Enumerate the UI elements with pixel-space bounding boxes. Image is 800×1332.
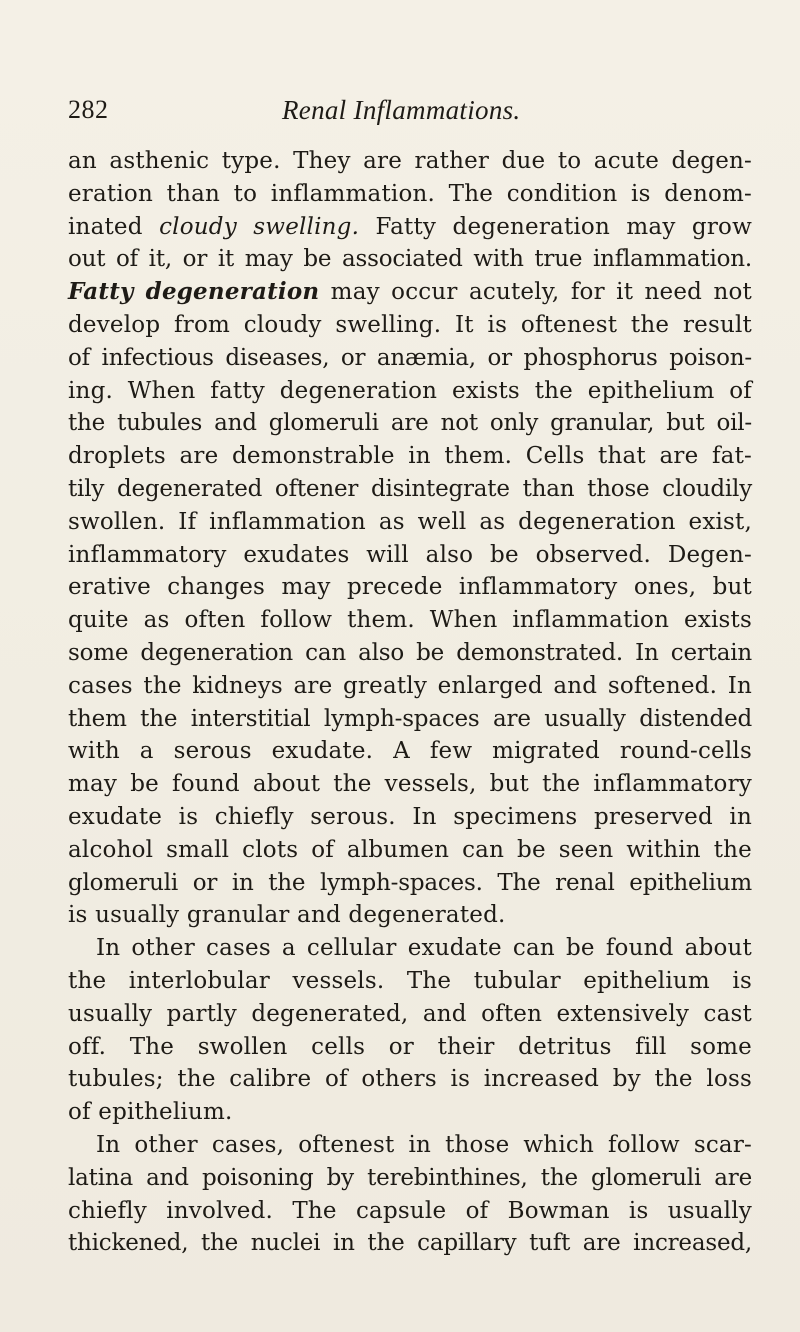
text-segment: swollen. If inflammation as well as degeneration exist, xyxy=(68,508,752,535)
text-line xyxy=(68,243,752,276)
text-line xyxy=(68,1227,752,1260)
page-header xyxy=(68,92,748,128)
text-segment: Fatty degeneration may grow xyxy=(359,213,752,240)
text-line xyxy=(68,735,752,768)
text-segment: glomeruli or in the lymph-spaces. The renal epithelium xyxy=(68,869,752,896)
text-line xyxy=(68,637,752,670)
text-line xyxy=(68,145,752,178)
page-number: 282 xyxy=(68,95,109,124)
text-line xyxy=(68,1031,752,1064)
text-segment: tily degenerated oftener disintegrate than those cloudily xyxy=(68,475,752,502)
text-segment: ing. When fatty degeneration exists the epithelium of xyxy=(68,377,752,404)
text-segment: chiefly involved. The capsule of Bowman is usually xyxy=(68,1197,752,1224)
text-segment: the interlobular vessels. The tubular epithelium is xyxy=(68,967,752,994)
text-segment: off. The swollen cells or their detritus fill some xyxy=(68,1033,752,1060)
text-line xyxy=(68,604,752,637)
text-segment: some degeneration can also be demonstrated. In certain xyxy=(68,639,752,666)
text-line xyxy=(68,867,752,900)
emphasis-term: cloudy swelling. xyxy=(159,213,360,240)
text-segment: cases the kidneys are greatly enlarged and softened. In xyxy=(68,672,752,699)
text-segment: with a serous exudate. A few migrated round-cells xyxy=(68,738,752,765)
text-line xyxy=(68,899,752,932)
text-line xyxy=(68,703,752,736)
text-segment: alcohol small clots of albumen can be seen within the xyxy=(68,836,752,863)
text-line xyxy=(68,571,752,604)
text-line xyxy=(68,998,752,1031)
text-segment: exudate is chiefly serous. In specimens preserved in xyxy=(68,803,752,830)
text-segment: them the interstitial lymph-spaces are usually distended xyxy=(68,705,752,732)
text-line xyxy=(68,801,752,834)
text-line xyxy=(68,440,752,473)
paragraph-start-line xyxy=(68,932,752,965)
text-segment: In other cases, oftenest in those which follow scar- xyxy=(96,1131,752,1158)
text-segment: out of it, or it may be associated with true inflammation. xyxy=(68,246,752,273)
text-segment: is usually granular and degenerated. xyxy=(68,902,506,929)
text-segment: latina and poisoning by terebinthines, the glomeruli are xyxy=(68,1164,752,1191)
text-line xyxy=(68,670,752,703)
text-line xyxy=(68,276,752,309)
text-segment: the tubules and glomeruli are not only granular, but oil- xyxy=(68,410,752,437)
text-line xyxy=(68,506,752,539)
text-line xyxy=(68,407,752,440)
text-line xyxy=(68,309,752,342)
running-title: Renal Inflammations. xyxy=(282,95,521,125)
text-line xyxy=(68,1195,752,1228)
text-segment: inflammatory exudates will also be observed. Degen- xyxy=(68,541,752,568)
text-segment: In other cases a cellular exudate can be found about xyxy=(96,935,752,962)
text-line xyxy=(68,342,752,375)
text-segment: eration than to inflammation. The condition is denom- xyxy=(68,180,752,207)
text-line xyxy=(68,539,752,572)
text-segment: droplets are demonstrable in them. Cells that are fat- xyxy=(68,443,752,470)
text-segment: inated xyxy=(68,213,160,240)
text-segment: usually partly degenerated, and often extensively cast xyxy=(68,1000,752,1027)
paragraph-start-line xyxy=(68,1129,752,1162)
text-line xyxy=(68,211,752,244)
text-segment: of infectious diseases, or anæmia, or phosphorus poison- xyxy=(68,344,752,371)
text-line xyxy=(68,1096,752,1129)
text-line xyxy=(68,965,752,998)
text-segment: tubules; the calibre of others is increased by the loss xyxy=(68,1066,752,1093)
text-line xyxy=(68,473,752,506)
text-segment: of epithelium. xyxy=(68,1099,233,1126)
text-segment: erative changes may precede inflammatory ones, but xyxy=(68,574,752,601)
text-line xyxy=(68,178,752,211)
text-line xyxy=(68,375,752,408)
body-text xyxy=(68,145,752,1260)
text-segment: develop from cloudy swelling. It is oftenest the result xyxy=(68,311,752,338)
text-line xyxy=(68,834,752,867)
text-line xyxy=(68,768,752,801)
text-segment: may occur acutely, for it need not xyxy=(319,279,752,306)
text-segment: an asthenic type. They are rather due to acute degen- xyxy=(68,148,752,174)
text-segment: may be found about the vessels, but the inflammatory xyxy=(68,771,752,798)
text-segment: quite as often follow them. When inflammation exists xyxy=(68,607,752,634)
text-line xyxy=(68,1063,752,1096)
text-segment: thickened, the nuclei in the capillary tuft are increased, xyxy=(68,1230,752,1257)
emphasis-term: Fatty degeneration xyxy=(68,278,320,306)
text-line xyxy=(68,1162,752,1195)
